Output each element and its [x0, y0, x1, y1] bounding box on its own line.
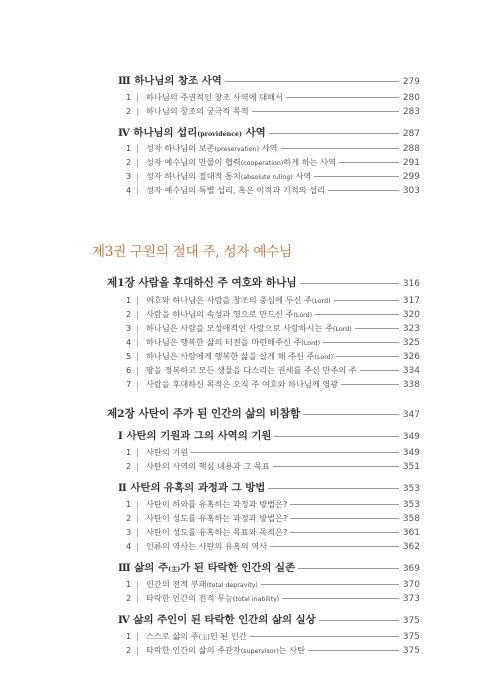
dotted-leader [315, 314, 399, 315]
page-number: 351 [402, 462, 420, 472]
dotted-leader [191, 452, 399, 453]
section-title-suffix: 가 된 타락한 인간의 실존 [180, 562, 296, 574]
toc-section-entry [118, 559, 420, 574]
item-title: 사람을 하나님의 속성과 영으로 만드신 주 [146, 309, 294, 319]
item-number: 3 [126, 171, 132, 181]
page-number: 375 [402, 616, 420, 626]
toc-item: 4 | 하나님은 행복한 삶의 터전을 마련해주신 주(Lord) 325 [126, 337, 420, 348]
item-annotation: (absolute ruling) [240, 174, 293, 181]
item-number: 1 [126, 631, 132, 641]
dotted-leader [328, 190, 399, 191]
toc-item: 1 | 스스로 삶의 주(主)인 된 인간 375 [126, 631, 420, 642]
item-title: 하나님은 행복한 삶의 터전을 마련해주신 주 [146, 337, 302, 347]
dotted-leader [282, 598, 399, 599]
page-number: 353 [402, 484, 420, 494]
toc-item: 5 | 하나님은 사람에게 행복한 삶을 살게 해 주신 주(Lord) 326 [126, 351, 420, 362]
toc-chapter-entry [107, 275, 420, 290]
page-number: 288 [402, 144, 420, 154]
page-number: 361 [402, 528, 420, 538]
dotted-leader [274, 436, 399, 437]
toc-chapter-entry [107, 406, 420, 421]
item-annotation: (Lord) [293, 312, 313, 319]
section-title-suffix: 사역 [242, 127, 266, 139]
item-title: 성자 하나님의 절대적 통치 [146, 171, 241, 181]
item-title: 스스로 삶의 주 [146, 631, 199, 641]
dotted-leader [336, 356, 399, 357]
toc-item: 1 | 성자 하나님의 보존(preservation) 사역 288 [126, 143, 420, 154]
item-title: 인간의 전적 부패 [146, 579, 207, 589]
item-number: 2 [126, 513, 132, 523]
toc-item: 4 | 인류의 역사는 사탄의 유혹의 역사 362 [126, 541, 420, 552]
item-number: 1 [126, 143, 132, 153]
item-title: 타락한 인간의 삶의 주관자 [146, 645, 241, 655]
toc-item: 3 | 하나님은 사람을 모성애적인 사랑으로 사랑하시는 주(Lord) 323 [126, 323, 420, 334]
toc-section-entry [118, 427, 420, 442]
item-title-suffix: 하게 하는 사역 [283, 157, 336, 167]
item-title: 성자 하나님의 보존 [146, 143, 215, 153]
item-number: 1 [126, 499, 132, 509]
item-title-suffix: 는 사탄 [278, 645, 305, 655]
section-title-annotation: (providence) [197, 131, 243, 138]
dotted-leader [281, 148, 399, 149]
toc-item: 1 | 인간의 전적 부패(total depravity) 370 [126, 579, 420, 590]
item-annotation: (total depravity) [206, 582, 258, 589]
item-number: 1 [126, 447, 132, 457]
item-annotation: (Lord) [314, 354, 334, 361]
item-number: 2 [126, 157, 132, 167]
page-number: 317 [402, 296, 420, 306]
page-number: 291 [402, 158, 420, 168]
toc-item: 3 | 사탄이 성도를 유혹하는 목표와 목적은? 361 [126, 527, 420, 538]
toc-item: 1 | 사탄의 기원 349 [126, 447, 420, 458]
item-title: 사탄의 사역의 핵심 내용과 그 목표 [146, 461, 270, 471]
section-title: Ⅲ 하나님의 창조 사역 [118, 75, 222, 87]
dotted-leader [300, 283, 399, 284]
dotted-leader [286, 97, 399, 98]
item-title: 사람을 후대하신 목적은 오직 주 여호와 하나님께 영광 [146, 379, 339, 389]
item-annotation: (preservation) [214, 146, 260, 153]
item-title: 하나님은 사람을 모성애적인 사랑으로 사랑하시는 주 [146, 323, 334, 333]
toc-item: 2 | 하나님의 창조의 궁극적 목적 283 [126, 106, 420, 117]
dotted-leader [268, 488, 399, 489]
page-number: 369 [402, 564, 420, 574]
toc-item: 7 | 사람을 후대하신 목적은 오직 주 여호와 하나님께 영광 338 [126, 379, 420, 390]
dotted-leader [290, 532, 399, 533]
item-title: 하나님의 주권적인 창조 사역에 대해서 [146, 92, 283, 102]
item-title: 하나님의 창조의 궁극적 목적 [146, 106, 249, 116]
item-number: 4 [126, 185, 132, 195]
item-title-suffix: 인 된 인간 [209, 631, 247, 641]
page-number: 347 [402, 410, 420, 420]
dotted-leader [290, 504, 399, 505]
item-title: 타락한 인간의 전적 무능 [146, 593, 233, 603]
toc-item: 4 | 성자 예수님의 특별 섭리, 혹은 이적과 기적의 섭리 303 [126, 185, 420, 196]
page-number: 370 [402, 580, 420, 590]
item-annotation: (Lord) [311, 298, 331, 305]
page-number: 325 [402, 338, 420, 348]
toc-item: 2 | 성자 예수님의 만물이 협력(cooperation)하게 하는 사역 291 [126, 157, 420, 168]
dotted-leader [339, 162, 399, 163]
dotted-leader [250, 636, 399, 637]
item-annotation: (cooperation) [240, 160, 284, 167]
dotted-leader [252, 111, 399, 112]
dotted-leader [341, 384, 399, 385]
item-number: 6 [126, 365, 132, 375]
item-annotation: (supervisor) [240, 648, 279, 655]
toc-item: 2 | 타락한 인간의 삶의 주관자(supervisor)는 사탄 375 [126, 645, 420, 656]
page-number: 323 [402, 324, 420, 334]
page-number: 283 [402, 107, 420, 117]
toc-section-entry [118, 72, 420, 87]
item-title: 사탄이 성도를 유혹하는 목표와 목적은? [146, 527, 288, 537]
page-number: 303 [402, 186, 420, 196]
page-number: 358 [402, 514, 420, 524]
chapter-title: 제1장 사람을 후대하신 주 여호와 하나님 [107, 277, 297, 289]
page-number: 299 [402, 172, 420, 182]
item-number: 2 [126, 106, 132, 116]
item-number: 2 [126, 461, 132, 471]
page-number: 326 [402, 352, 420, 362]
item-annotation: (Lord) [333, 326, 352, 333]
item-annotation: (主) [198, 634, 210, 641]
toc-item: 2 | 사람을 하나님의 속성과 영으로 만드신 주(Lord) 320 [126, 309, 420, 320]
section-title: Ⅰ 사탄의 기원과 그의 사역의 기원 [118, 430, 272, 442]
item-title: 사탄이 하와를 유혹하는 과정과 방법은? [146, 499, 288, 509]
section-title: Ⅱ 사탄의 유혹의 과정과 그 방법 [118, 482, 266, 494]
dotted-leader [360, 370, 399, 371]
item-title: 성자 예수님의 특별 섭리, 혹은 이적과 기적의 섭리 [146, 185, 326, 195]
item-annotation: (total inability) [232, 596, 280, 603]
page-number: 280 [402, 93, 420, 103]
item-number: 2 [126, 645, 132, 655]
page-number: 287 [402, 129, 420, 139]
item-number: 4 [126, 541, 132, 551]
item-number: 2 [126, 309, 132, 319]
dotted-leader [270, 546, 399, 547]
page-number: 375 [402, 646, 420, 656]
toc-item: 1 | 사탄이 하와를 유혹하는 과정과 방법은? 353 [126, 499, 420, 510]
item-title: 인류의 역사는 사탄의 유혹의 역사 [146, 541, 268, 551]
toc-item: 1 | 여호와 하나님은 사람을 창조의 중심에 두신 주(Lord) 317 [126, 295, 420, 306]
toc-section-entry [118, 611, 420, 626]
item-title: 사탄이 성도를 유혹하는 과정과 방법은? [146, 513, 288, 523]
section-title-annotation: (主) [168, 566, 181, 573]
dotted-leader [273, 466, 399, 467]
page-number: 320 [402, 310, 420, 320]
page-number: 349 [402, 432, 420, 442]
toc-section-entry [118, 479, 420, 494]
page-number: 279 [402, 77, 420, 87]
section-title: Ⅳ 하나님의 섭리 [118, 127, 198, 139]
item-number: 1 [126, 92, 132, 102]
item-title: 여호와 하나님은 사람을 창조의 중심에 두신 주 [146, 295, 312, 305]
dotted-leader [261, 584, 399, 585]
page-number: 373 [402, 594, 420, 604]
part-title: 제3권 구원의 절대 주, 성자 예수님 [92, 244, 292, 260]
item-title: 성자 예수님의 만물이 협력 [146, 157, 241, 167]
item-number: 2 [126, 593, 132, 603]
item-title-suffix: 사역 [259, 143, 278, 153]
toc-item: 2 | 사탄이 성도를 유혹하는 과정과 방법은? 358 [126, 513, 420, 524]
item-title: 사탄의 기원 [146, 447, 189, 457]
section-title: Ⅳ 삶의 주인이 된 타락한 인간의 삶의 실상 [118, 614, 316, 626]
item-title-suffix: 사역 [292, 171, 312, 181]
page-number: 375 [402, 632, 420, 642]
dotted-leader [334, 300, 399, 301]
dotted-leader [303, 414, 399, 415]
dotted-leader [225, 81, 399, 82]
page-number: 353 [402, 500, 420, 510]
page-number: 316 [402, 279, 420, 289]
toc-item: 6 | 땅을 정복하고 모든 생물을 다스리는 권세를 주신 만주의 주 334 [126, 365, 420, 376]
dotted-leader [323, 342, 399, 343]
item-number: 4 [126, 337, 132, 347]
item-number: 1 [126, 295, 132, 305]
page-number: 349 [402, 448, 420, 458]
dotted-leader [308, 650, 399, 651]
toc-item: 2 | 타락한 인간의 전적 무능(total inability) 373 [126, 593, 420, 604]
item-title: 하나님은 사람에게 행복한 삶을 살게 해 주신 주 [146, 351, 315, 361]
item-annotation: (Lord) [301, 340, 321, 347]
page-number: 362 [402, 542, 420, 552]
toc-section-entry [118, 124, 420, 139]
toc-item: 2 | 사탄의 사역의 핵심 내용과 그 목표 351 [126, 461, 420, 472]
dotted-leader [319, 620, 399, 621]
toc-item: 3 | 성자 하나님의 절대적 통치(absolute ruling) 사역 299 [126, 171, 420, 182]
item-number: 3 [126, 527, 132, 537]
chapter-title: 제2장 사탄이 주가 된 인간의 삶의 비참함 [107, 408, 301, 420]
dotted-leader [269, 133, 399, 134]
dotted-leader [298, 568, 399, 569]
dotted-leader [290, 518, 399, 519]
section-title: Ⅲ 삶의 주 [118, 562, 169, 574]
item-number: 5 [126, 351, 132, 361]
page-number: 338 [402, 380, 420, 390]
dotted-leader [355, 328, 399, 329]
item-number: 1 [126, 579, 132, 589]
toc-item: 1 | 하나님의 주권적인 창조 사역에 대해서 280 [126, 92, 420, 103]
dotted-leader [314, 176, 399, 177]
item-number: 7 [126, 379, 132, 389]
item-number: 3 [126, 323, 132, 333]
item-title: 땅을 정복하고 모든 생물을 다스리는 권세를 주신 만주의 주 [146, 365, 357, 375]
page-number: 334 [402, 366, 420, 376]
